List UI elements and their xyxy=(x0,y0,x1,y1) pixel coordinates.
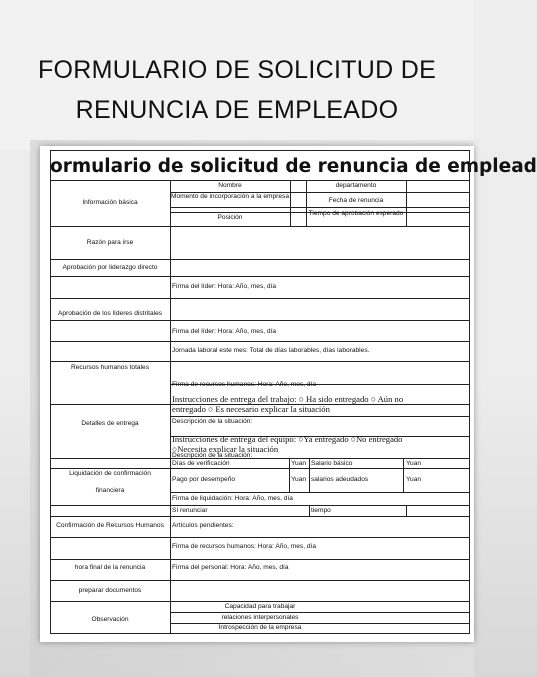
prepare-documents-label: preparar documentos xyxy=(78,587,142,594)
grid-line xyxy=(50,298,470,299)
grid-line xyxy=(290,180,291,226)
staff-signature: Firma del personal: Hora: Año, mes, día xyxy=(172,564,289,571)
yuan-unit-4: Yuan xyxy=(406,476,422,483)
final-time-label: hora final de la renuncia xyxy=(74,564,146,571)
hr-confirmation-label: Confirmación de Recursos Humanos xyxy=(56,522,164,529)
grid-line xyxy=(170,180,171,634)
yuan-unit-2: Yuan xyxy=(406,460,422,467)
grid-line xyxy=(50,320,470,321)
equipment-delivery-instructions-cont: ○Necesita explicar la situación xyxy=(172,444,279,454)
page-title-line-1: FORMULARIO DE SOLICITUD DE xyxy=(37,56,437,84)
grid-line xyxy=(406,505,407,516)
grid-line xyxy=(50,537,470,538)
form-title: ormulario de solicitud de renuncia de emplead xyxy=(50,156,537,177)
settlement-label-2: financiera xyxy=(95,487,125,494)
form-grid xyxy=(50,150,470,634)
department-label: departamento xyxy=(335,182,377,189)
grid-line xyxy=(170,492,470,493)
direct-leader-signature: Firma del líder: Hora: Año, mes, día xyxy=(172,283,277,290)
name-label: Nombre xyxy=(218,182,242,189)
grid-line xyxy=(50,505,470,506)
position-label: Posición xyxy=(217,214,243,221)
grid-line xyxy=(50,341,470,342)
grid-line xyxy=(50,226,470,227)
grid-line xyxy=(170,612,470,613)
grid-line xyxy=(406,180,407,226)
grid-line xyxy=(469,150,470,634)
grid-line xyxy=(50,580,470,581)
page-title-line-2: RENUNCIA DE EMPLEADO xyxy=(75,96,399,124)
time-label: tiempo xyxy=(311,507,331,514)
performance-pay-label: Pago por desempeño xyxy=(172,476,236,483)
settlement-label-1: Liquidación de confirmación xyxy=(69,470,151,477)
grid-line xyxy=(403,458,404,492)
grid-line xyxy=(289,458,290,492)
district-leaders-signature: Firma del líder: Hora: Año, mes, día xyxy=(172,328,277,335)
district-leaders-label: Aprobación de los líderes distritales xyxy=(57,310,163,317)
approval-time-label: Tiempo de aprobación esperado xyxy=(308,210,404,217)
work-capacity-label: Capacidad para trabajar xyxy=(224,603,296,610)
grid-line xyxy=(50,150,470,151)
grid-line xyxy=(50,559,470,560)
grid-line xyxy=(50,458,470,459)
resign-date-label: Fecha de renuncia xyxy=(328,197,384,204)
grid-line xyxy=(50,516,470,517)
salary-owed-label: salarios adeudados xyxy=(311,476,369,483)
hr-total-signature: Firma de recursos humanos: Hora: Año, mes, día xyxy=(172,381,317,388)
hr-total-label: Recursos humanos totales xyxy=(70,364,150,371)
reason-label: Razón para irse xyxy=(86,239,134,246)
yuan-unit-3: Yuan xyxy=(291,476,307,483)
grid-line xyxy=(50,276,470,277)
delivery-details-label: Detalles de entrega xyxy=(81,420,139,427)
situation-description-2: Descripción de la situación: xyxy=(172,452,253,459)
grid-line xyxy=(50,633,470,634)
incorporation-date-label: Momento de incorporación a la empresa xyxy=(170,193,290,200)
hr-confirmation-signature: Firma de recursos humanos: Hora: Año, mes, día xyxy=(172,543,317,550)
workday-note: Jornada laboral este mes: Total de días laborables, días laborables. xyxy=(172,347,370,354)
grid-line xyxy=(170,416,470,417)
form-frame xyxy=(50,150,537,634)
equipment-delivery-instructions: Instrucciones de entrega del equipo: ○Ya entregado ○No entregado xyxy=(172,434,403,444)
grid-line xyxy=(50,601,470,602)
grid-line xyxy=(170,207,470,208)
grid-line xyxy=(50,150,51,634)
grid-line xyxy=(50,259,470,260)
settlement-signature: Firma de liquidación: Hora: Año, mes, día xyxy=(172,495,293,502)
grid-line xyxy=(50,180,470,181)
verification-days-label: Días de verificación xyxy=(172,460,230,467)
work-delivery-instructions-cont: entregado ○ Es necesario explicar la situación xyxy=(172,404,330,414)
grid-line xyxy=(309,505,310,516)
grid-line xyxy=(309,458,310,492)
base-salary-label: Salario básico xyxy=(311,460,353,467)
interpersonal-relations-label: relaciones interpersonales xyxy=(221,614,299,621)
form-sheet-preview xyxy=(40,146,537,642)
work-delivery-instructions: Instrucciones de entrega del trabajo: ○ Ha sido entregado ○ Aún no xyxy=(172,394,404,404)
direct-leader-label: Aprobación por liderazgo directo xyxy=(62,264,158,271)
yuan-unit-1: Yuan xyxy=(291,460,307,467)
pending-items-label: Artículos pendientes: xyxy=(172,522,234,529)
situation-description-1: Descripción de la situación: xyxy=(172,418,253,425)
grid-line xyxy=(50,361,470,362)
grid-line xyxy=(50,468,470,469)
observation-label: Observación xyxy=(91,616,129,623)
company-introspection-label: Introspección de la empresa xyxy=(218,624,302,631)
resign-yes-label: Sí renunciar xyxy=(172,507,208,514)
basic-info-label: Información básica xyxy=(82,199,138,206)
